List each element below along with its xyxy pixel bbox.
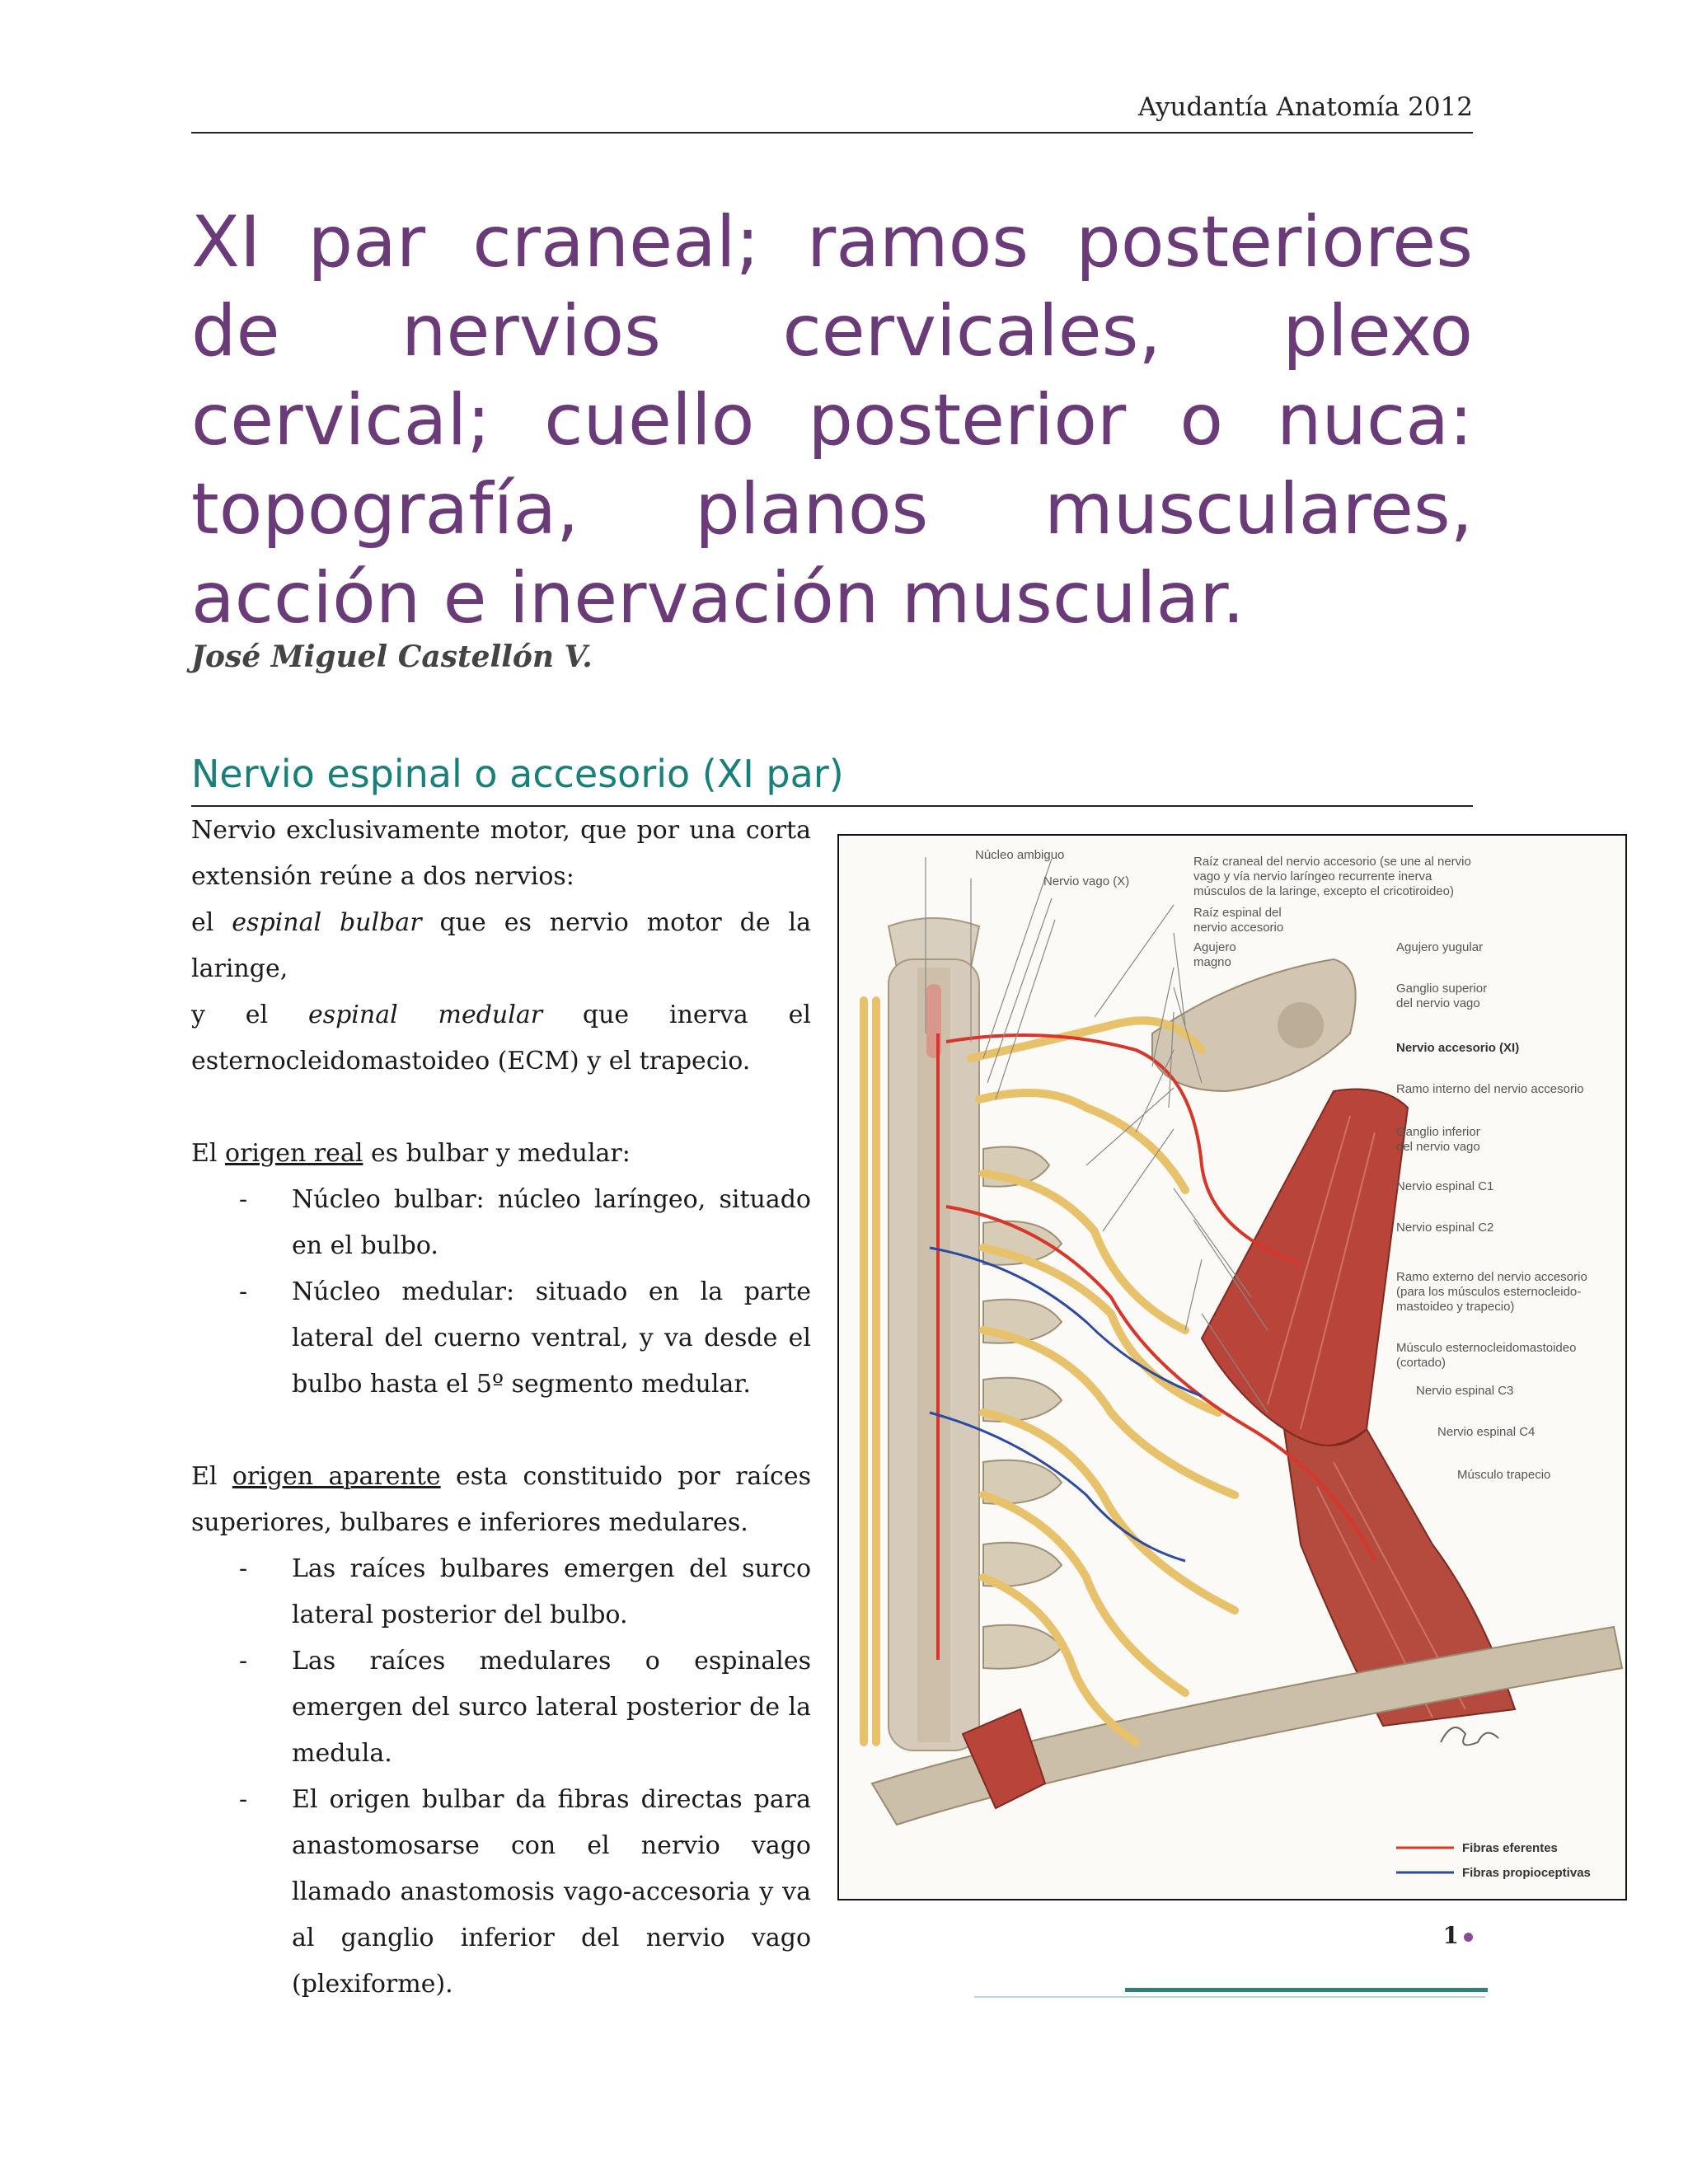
list-item-text: Las raíces medulares o espinales emergen del surco lateral posterior de la medula. <box>292 1647 811 1768</box>
list-item-text: Las raíces bulbares emergen del surco lateral posterior del bulbo. <box>292 1554 811 1629</box>
legend-label: Fibras propioceptivas <box>1462 1866 1591 1880</box>
figure-label: Agujero <box>1193 940 1236 954</box>
running-header: Ayudantía Anatomía 2012 <box>1137 92 1473 122</box>
paragraph: Nervio exclusivamente motor, que por una corta extensión reúne a dos nervios: <box>191 816 811 891</box>
list-dash: - <box>239 1185 248 1214</box>
figure-label: Raíz craneal del nervio accesorio (se une al nervio <box>1193 855 1471 869</box>
footer-rule <box>974 1996 1485 1998</box>
list-item-text: El origen bulbar da fibras directas para anastomosarse con el nervio vago llamado anastomosis vago-accesoria y va al ganglio inferior del nervio vago (plexiforme). <box>292 1785 811 1999</box>
figure-label: Ganglio inferior <box>1396 1125 1480 1139</box>
paragraph <box>191 900 811 992</box>
accessory-nerve-illustration <box>839 836 1625 1899</box>
page-number: 1 <box>1442 1922 1459 1949</box>
italic-term: espinal bulbar <box>232 908 422 937</box>
text-run: El <box>191 1462 232 1491</box>
bullet-list <box>191 1177 811 1408</box>
text-run: El <box>191 1139 226 1168</box>
figure-label: Nervio accesorio (XI) <box>1396 1041 1520 1055</box>
list-item-text: Núcleo bulbar: núcleo laríngeo, situado en el bulbo. <box>292 1185 811 1260</box>
figure-label: Ramo externo del nervio accesorio <box>1396 1270 1587 1284</box>
text-run: esta constituido por raíces superiores, bulbares e inferiores medulares. <box>191 1462 811 1537</box>
italic-term: espinal medular <box>307 1001 543 1029</box>
figure-label: Músculo esternocleidomastoideo <box>1396 1341 1577 1355</box>
underlined-term: origen real <box>225 1139 363 1168</box>
list-dash: - <box>239 1277 248 1306</box>
figure-label: músculos de la laringe, excepto el cricotiroideo) <box>1193 884 1454 898</box>
figure-label: Nervio espinal C3 <box>1416 1384 1514 1398</box>
bullet-list <box>191 1546 811 2008</box>
section-rule <box>191 805 1473 807</box>
list-item-text: Núcleo medular: situado en la parte lateral del cuerno ventral, y va desde el bulbo hasta el 5º segmento medular. <box>292 1277 811 1399</box>
figure-label: Núcleo ambiguo <box>975 848 1065 862</box>
list-dash: - <box>239 1554 248 1583</box>
body-text <box>191 808 811 2008</box>
figure-label: (para los músculos esternocleido- <box>1396 1285 1582 1299</box>
text-run: que es nervio motor de la laringe, <box>191 908 812 983</box>
figure-label: Ganglio superior <box>1396 982 1488 996</box>
list-dash: - <box>239 1785 248 1814</box>
figure-label: (cortado) <box>1396 1356 1447 1370</box>
figure-label: Nervio espinal C1 <box>1396 1179 1494 1193</box>
paragraph <box>191 1131 811 1177</box>
paragraph <box>191 992 811 1085</box>
legend-label: Fibras eferentes <box>1462 1841 1558 1855</box>
figure-label: nervio accesorio <box>1193 921 1284 935</box>
figure-label: vago y vía nervio laríngeo recurrente inerva <box>1193 869 1432 883</box>
page-number-dot <box>1464 1933 1473 1942</box>
figure-label: Agujero yugular <box>1396 940 1484 954</box>
list-item <box>191 1546 811 1638</box>
text-run: y el <box>191 1001 308 1029</box>
text-run: es bulbar y medular: <box>363 1139 631 1168</box>
header-rule <box>191 132 1473 134</box>
figure-label: Músculo trapecio <box>1457 1468 1551 1482</box>
figure-label: Nervio espinal C4 <box>1437 1425 1536 1439</box>
figure-label: Nervio espinal C2 <box>1396 1221 1494 1235</box>
list-item <box>191 1177 811 1269</box>
figure-label: del nervio vago <box>1396 1140 1480 1154</box>
anatomy-illustration <box>837 834 1627 1900</box>
figure-label: del nervio vago <box>1396 996 1480 1010</box>
text-run: que inerva el esternocleidomastoideo (ECM) y el trapecio. <box>191 1001 811 1076</box>
figure-label: Raíz espinal del <box>1193 906 1282 920</box>
list-item <box>191 1638 811 1777</box>
footer-accent-rule <box>1125 1988 1488 1992</box>
figure-label: Nervio vago (X) <box>1043 874 1130 888</box>
section-heading: Nervio espinal o accesorio (XI par) <box>191 752 844 796</box>
author: José Miguel Castellón V. <box>191 640 593 674</box>
list-item <box>191 1777 811 2008</box>
figure-label: mastoideo y trapecio) <box>1396 1300 1515 1314</box>
list-item <box>191 1269 811 1408</box>
paragraph <box>191 1454 811 1546</box>
figure-label: Ramo interno del nervio accesorio <box>1396 1082 1584 1096</box>
figure-label: magno <box>1193 955 1231 969</box>
document-title: XI par craneal; ramos posteriores de nervios cervicales, plexo cervical; cuello posterior o nuca: topografía, planos musculares, acción e inervación muscular. <box>191 201 1473 640</box>
text-run: el <box>191 908 232 937</box>
list-dash: - <box>239 1647 248 1675</box>
underlined-term: origen aparente <box>232 1462 441 1491</box>
